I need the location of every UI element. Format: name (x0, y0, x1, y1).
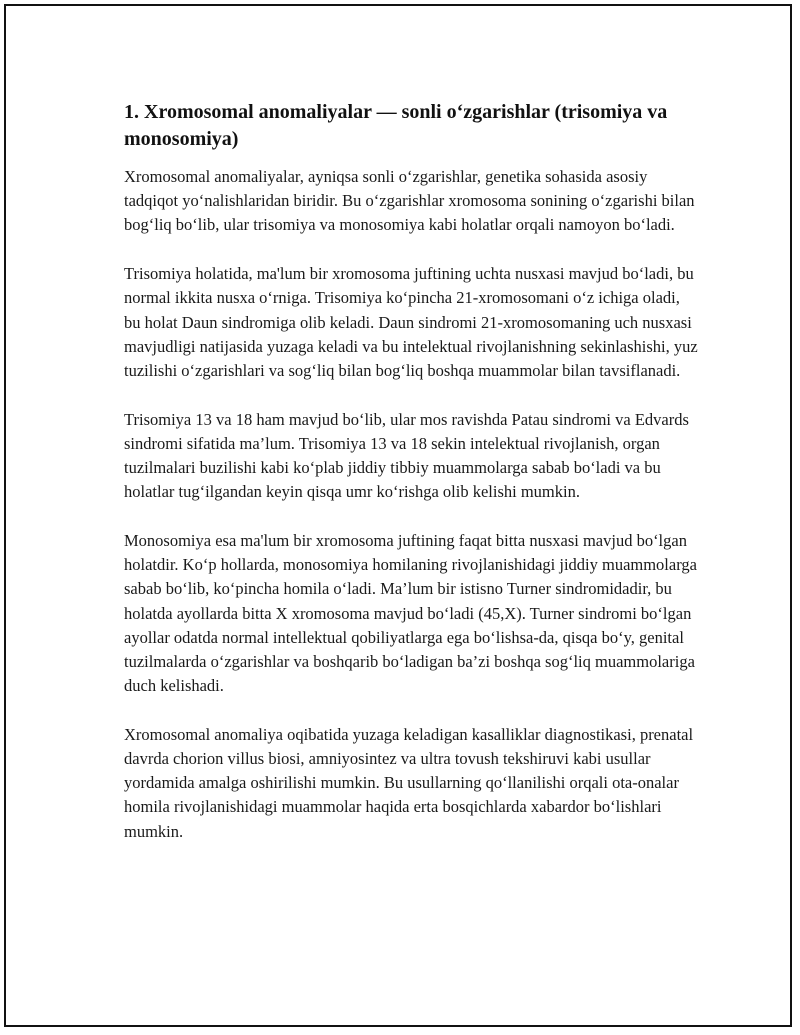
paragraph-monosomy: Monosomiya esa ma'lum bir xromosoma juftining faqat bitta nusxasi mavjud bo‘lgan holatdir. Ko‘p hollarda, monosomiya homilaning rivojlanishidagi jiddiy muammolarga sabab bo‘lib, ko‘pincha homila o‘ladi. Ma’lum bir istisno Turner sindromidadir, bu holatda ayollarda bitta X xromosoma mavjud bo‘ladi (45,X). Turner sindromi bo‘lgan ayollar odatda normal intellektual qobiliyatlarga ega bo‘lishsa-da, qisqa bo‘y, genital tuzilmalarda o‘zgarishlar va boshqarib bo‘ladigan ba’zi boshqa sog‘liq muammolariga duch kelishadi. (124, 530, 697, 696)
paragraph-intro: Xromosomal anomaliyalar, ayniqsa sonli o‘zgarishlar, genetika sohasida asosiy tadqiqot yo‘nalishlaridan biridir. Bu o‘zgarishlar xromosoma sonining o‘zgarishi bilan bog‘liq bo‘lib, ular trisomiya va monosomiya kabi holatlar orqali namoyon bo‘ladi. (124, 167, 695, 235)
paragraph-trisomy-21: Trisomiya holatida, ma'lum bir xromosoma juftining uchta nusxasi mavjud bo‘ladi, bu normal ikkita nusxa o‘rniga. Trisomiya ko‘pincha 21-xromosomani o‘z ichiga oladi, bu holat Daun sindromiga olib keladi. Daun sindromi 21-xromosomaning uch nusxasi mavjudligi natijasida yuzaga keladi va bu intelektual rivojlanishning sekinlashishi, yuz tuzilishi o‘zgarishlari va sog‘liq bilan bog‘liq boshqa muammolar bilan tavsiflanadi. (124, 264, 698, 380)
paragraph-diagnostics: Xromosomal anomaliya oqibatida yuzaga keladigan kasalliklar diagnostikasi, prenatal davrda chorion villus biosi, amniyosintez va ultra tovush tekshiruvi kabi usullar yordamida amalga oshirilishi mumkin. Bu usullarning qo‘llanilishi orqali ota-onalar homila rivojlanishidagi muammolar haqida erta bosqichlarda xabardor bo‘lishlari mumkin. (124, 724, 694, 841)
document-body (124, 99, 700, 868)
page-frame (4, 4, 792, 1027)
section-heading: 1. Xromosomal anomaliyalar — sonli o‘zgarishlar (trisomiya va monosomiya) (124, 101, 668, 150)
paragraph-trisomy-13-18: Trisomiya 13 va 18 ham mavjud bo‘lib, ular mos ravishda Patau sindromi va Edvards sindromi sifatida ma’lum. Trisomiya 13 va 18 sekin intelektual rivojlanish, organ tuzilmalari buzilishi kabi ko‘plab jiddiy tibbiy muammolarga sabab bo‘ladi va bu holatlar tug‘ilgandan keyin qisqa umr ko‘rishga olib kelishi mumkin. (124, 409, 689, 502)
